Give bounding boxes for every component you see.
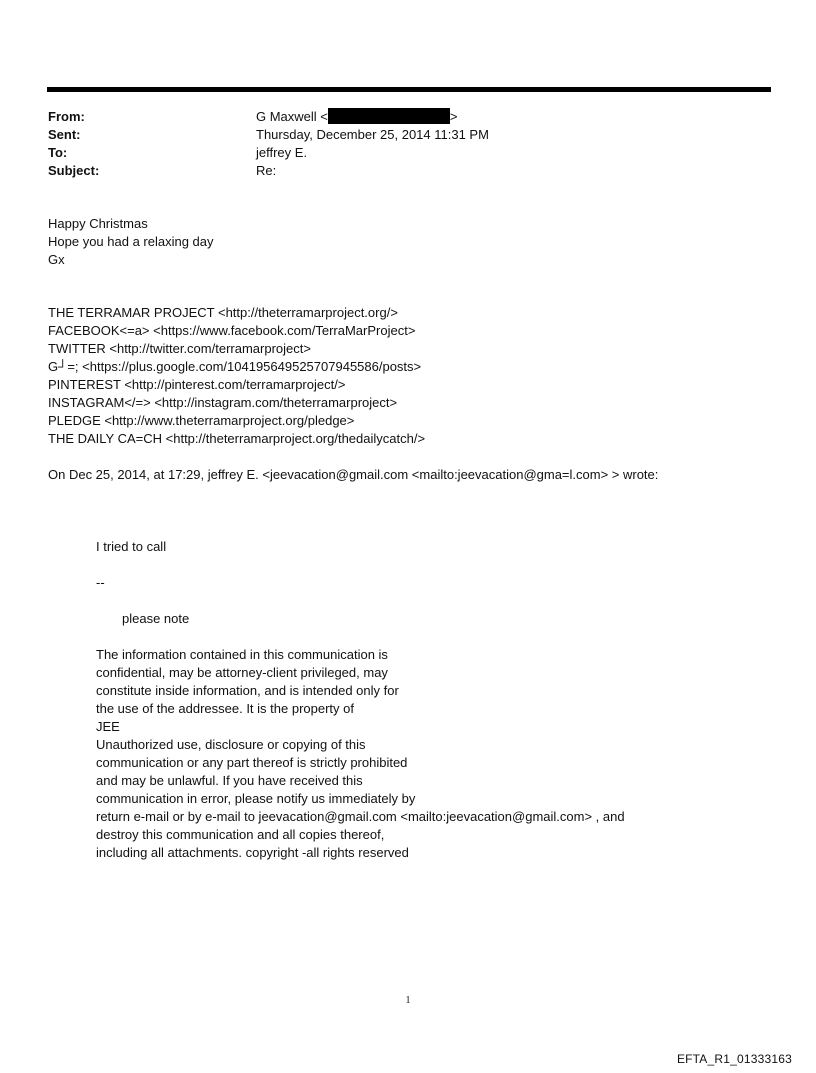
signature-line: Gx bbox=[48, 252, 65, 267]
greeting-block bbox=[48, 215, 214, 269]
link-line: THE DAILY CA=CH <http://theterramarproject.org/thedailycatch/> bbox=[48, 431, 426, 446]
disclaimer-line: Unauthorized use, disclosure or copying of this bbox=[96, 737, 366, 752]
link-line: PINTEREST <http://pinterest.com/terramarproject/> bbox=[48, 377, 346, 392]
from-row bbox=[48, 108, 748, 126]
disclaimer-line: JEE bbox=[96, 719, 120, 734]
note-heading bbox=[122, 610, 189, 628]
greeting-line: Hope you had a relaxing day bbox=[48, 234, 214, 249]
to-label: To: bbox=[48, 145, 68, 160]
from-suffix: > bbox=[449, 109, 458, 124]
link-line: PLEDGE <http://www.theterramarproject.org/pledge> bbox=[48, 413, 355, 428]
redaction-box bbox=[328, 108, 450, 124]
bates-number: EFTA_R1_01333163 bbox=[676, 1052, 792, 1066]
to-row bbox=[48, 144, 748, 162]
page-number: 1 bbox=[405, 995, 411, 1006]
disclaimer-block bbox=[96, 646, 625, 862]
disclaimer-line: constitute inside information, and is intended only for bbox=[96, 683, 399, 698]
quoted-text: I tried to call bbox=[96, 539, 167, 554]
link-line: FACEBOOK<=a> <https://www.facebook.com/TerraMarProject> bbox=[48, 323, 416, 338]
from-name: G Maxwell < bbox=[256, 109, 328, 124]
disclaimer-line: return e-mail or by e-mail to jeevacation@gmail.com <mailto:jeevacation@gmail.com> , and bbox=[96, 809, 625, 824]
from-label: From: bbox=[48, 109, 85, 124]
disclaimer-line: destroy this communication and all copies thereof, bbox=[96, 827, 385, 842]
disclaimer-line: The information contained in this communication is bbox=[96, 647, 388, 662]
dashes-text: -- bbox=[96, 575, 105, 590]
from-value bbox=[256, 108, 457, 126]
subject-row bbox=[48, 162, 748, 180]
link-line: THE TERRAMAR PROJECT <http://theterramarproject.org/> bbox=[48, 305, 398, 320]
sent-row bbox=[48, 126, 748, 144]
quoted-message bbox=[96, 538, 166, 556]
wrote-line: On Dec 25, 2014, at 17:29, jeffrey E. <jeevacation@gmail.com <mailto:jeevacation@gma=l.com> > wrote: bbox=[48, 467, 659, 482]
greeting-line: Happy Christmas bbox=[48, 216, 148, 231]
sent-value: Thursday, December 25, 2014 11:31 PM bbox=[256, 127, 489, 142]
link-line: G┘=; <https://plus.google.com/104195649525707945586/posts> bbox=[48, 359, 422, 374]
to-value: jeffrey E. bbox=[256, 145, 308, 160]
note-text: please note bbox=[122, 611, 190, 626]
link-line: INSTAGRAM</=> <http://instagram.com/theterramarproject> bbox=[48, 395, 398, 410]
disclaimer-line: communication or any part thereof is strictly prohibited bbox=[96, 755, 408, 770]
quote-attribution bbox=[48, 466, 658, 484]
email-header bbox=[48, 108, 748, 180]
subject-label: Subject: bbox=[48, 163, 100, 178]
disclaimer-line: confidential, may be attorney-client privileged, may bbox=[96, 665, 388, 680]
subject-value: Re: bbox=[256, 163, 277, 178]
disclaimer-line: including all attachments. copyright -all rights reserved bbox=[96, 845, 409, 860]
sent-label: Sent: bbox=[48, 127, 81, 142]
link-line: TWITTER <http://twitter.com/terramarproject> bbox=[48, 341, 311, 356]
disclaimer-line: the use of the addressee. It is the property of bbox=[96, 701, 354, 716]
signature-separator bbox=[96, 574, 105, 592]
disclaimer-line: communication in error, please notify us immediately by bbox=[96, 791, 416, 806]
top-divider bbox=[47, 87, 771, 92]
signature-links bbox=[48, 304, 425, 448]
disclaimer-line: and may be unlawful. If you have received this bbox=[96, 773, 363, 788]
